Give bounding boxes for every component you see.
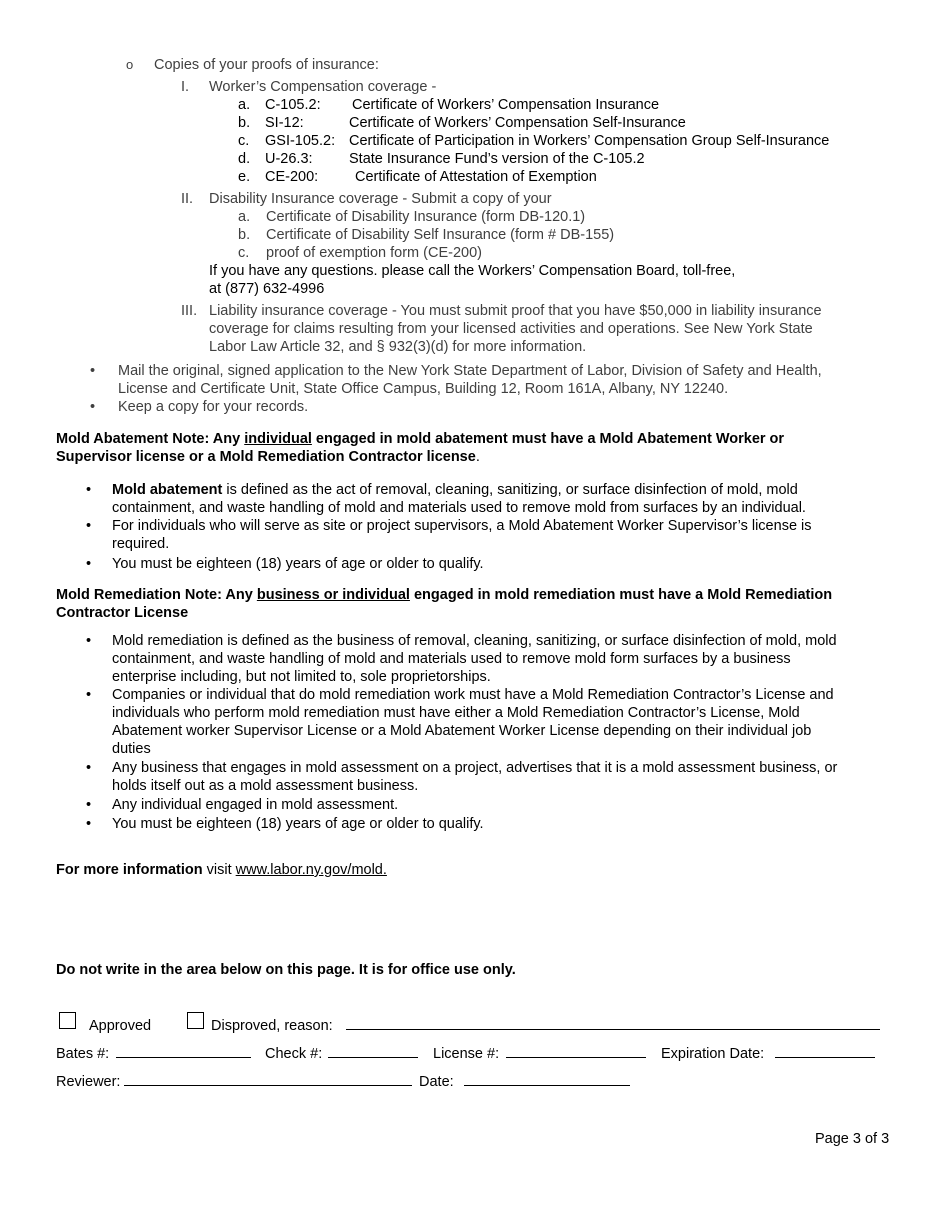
disability-number: II. <box>181 191 194 207</box>
disability-item-letter: a. <box>238 209 251 225</box>
insurance-heading: Copies of your proofs of insurance: <box>154 57 379 73</box>
wc-item-code: CE-200: <box>265 169 319 185</box>
liability-line2: coverage for claims resulting from your licensed activities and operations. See New York State <box>209 321 813 337</box>
wcb-questions-line1: If you have any questions. please call the Workers’ Compensation Board, toll-free, <box>209 263 736 279</box>
remediation-note-underline: business or individual <box>256 587 410 603</box>
abatement-note-underline: individual <box>244 431 312 447</box>
disability-title: Disability Insurance coverage - Submit a copy of your <box>209 191 552 207</box>
abatement-bullet1-line1 <box>112 482 798 498</box>
wc-item-letter: a. <box>238 97 251 113</box>
expiration-line[interactable] <box>775 1057 875 1058</box>
bullet-dot: • <box>86 760 92 776</box>
liability-line3: Labor Law Article 32, and § 932(3)(d) for more information. <box>209 339 587 355</box>
wc-item-desc: Certificate of Attestation of Exemption <box>355 169 597 185</box>
bullet-dot: • <box>86 518 92 534</box>
bullet-dot: • <box>86 633 92 649</box>
abatement-definition-rest: is defined as the act of removal, cleaning, sanitizing, or surface disinfection of mold, mold <box>222 482 798 498</box>
wc-item-code: C-105.2: <box>265 97 321 113</box>
remediation-bullet2-line1: Companies or individual that do mold remediation work must have a Mold Remediation Contractor’s License and <box>112 687 834 703</box>
bullet-dot: • <box>90 363 96 379</box>
remediation-bullet3-line2: holds itself out as a mold assessment business. <box>112 778 419 794</box>
wc-item-code: SI-12: <box>265 115 304 131</box>
remediation-note-a: Mold Remediation Note: Any <box>56 587 257 603</box>
remediation-bullet2-line4: duties <box>112 741 151 757</box>
date-line[interactable] <box>464 1085 630 1086</box>
abatement-bullet3: You must be eighteen (18) years of age or older to qualify. <box>112 556 484 572</box>
reviewer-line[interactable] <box>124 1085 412 1086</box>
abatement-note-line1 <box>56 431 784 447</box>
disability-item-text: Certificate of Disability Self Insurance (form # DB-155) <box>266 227 615 243</box>
remediation-note-b: engaged in mold remediation must have a Mold Remediation <box>409 587 833 603</box>
mail-line2: License and Certificate Unit, State Office Campus, Building 12, Room 161A, Albany, NY 12240. <box>118 381 729 397</box>
abatement-bullet2-line2: required. <box>112 536 170 552</box>
approved-checkbox[interactable] <box>59 1012 76 1029</box>
abatement-note-line2 <box>56 449 480 465</box>
abatement-bullet2-line1: For individuals who will serve as site or project supervisors, a Mold Abatement Worker Supervisor’s license is <box>112 518 812 534</box>
disability-item-text: Certificate of Disability Insurance (form DB-120.1) <box>266 209 586 225</box>
liability-line1: Liability insurance coverage - You must submit proof that you have $50,000 in liability insurance <box>209 303 822 319</box>
remediation-note-line2: Contractor License <box>56 605 189 621</box>
wc-item-letter: d. <box>238 151 251 167</box>
license-line[interactable] <box>506 1057 646 1058</box>
expiration-label: Expiration Date: <box>661 1046 765 1062</box>
abatement-bullet1-line2: containment, and waste handling of mold and materials used to remove mold from surfaces by an individual. <box>112 500 806 516</box>
check-label: Check #: <box>265 1046 323 1062</box>
remediation-bullet1-line3: enterprise including, but not limited to, sole proprietorships. <box>112 669 491 685</box>
wc-item-letter: b. <box>238 115 251 131</box>
bullet-dot: • <box>90 399 96 415</box>
more-info-link[interactable]: www.labor.ny.gov/mold. <box>235 862 387 878</box>
wcb-questions-line2: at (877) 632-4996 <box>209 281 325 297</box>
bates-label: Bates #: <box>56 1046 110 1062</box>
page-number: Page 3 of 3 <box>815 1131 890 1147</box>
keep-copy: Keep a copy for your records. <box>118 399 309 415</box>
more-info-visit: visit <box>202 862 236 878</box>
disproved-checkbox[interactable] <box>187 1012 204 1029</box>
abatement-definition-term: Mold abatement <box>112 482 223 498</box>
abatement-note-b: engaged in mold abatement must have a Mold Abatement Worker or <box>311 431 785 447</box>
abatement-note-period: . <box>475 449 480 465</box>
date-label: Date: <box>419 1074 454 1090</box>
wc-item-desc: Certificate of Participation in Workers’ Compensation Group Self-Insurance <box>349 133 830 149</box>
remediation-bullet4: Any individual engaged in mold assessment. <box>112 797 399 813</box>
more-info-label: For more information <box>56 862 203 878</box>
office-use-warning: Do not write in the area below on this page. It is for office use only. <box>56 962 516 978</box>
reviewer-label: Reviewer: <box>56 1074 121 1090</box>
bates-line[interactable] <box>116 1057 251 1058</box>
remediation-bullet2-line2: individuals who perform mold remediation must have either a Mold Remediation Contractor’s License, Mold <box>112 705 800 721</box>
remediation-bullet1-line2: containment, and waste handling of mold and materials used to remove mold form surfaces by a business <box>112 651 791 667</box>
remediation-bullet5: You must be eighteen (18) years of age or older to qualify. <box>112 816 484 832</box>
wc-item-desc: State Insurance Fund’s version of the C-105.2 <box>349 151 645 167</box>
wc-item-letter: c. <box>238 133 250 149</box>
wc-number: I. <box>181 79 190 95</box>
liability-number: III. <box>181 303 198 319</box>
disability-item-text: proof of exemption form (CE-200) <box>266 245 482 261</box>
wc-item-letter: e. <box>238 169 251 185</box>
mail-line1: Mail the original, signed application to the New York State Department of Labor, Division of Safety and Health, <box>118 363 822 379</box>
wc-item-desc: Certificate of Workers’ Compensation Insurance <box>352 97 660 113</box>
more-info-line <box>56 862 387 878</box>
disability-item-letter: b. <box>238 227 251 243</box>
abatement-note-line2-text: Supervisor license or a Mold Remediation Contractor license <box>56 449 476 465</box>
wc-title: Worker’s Compensation coverage - <box>209 79 437 95</box>
remediation-bullet2-line3: Abatement worker Supervisor License or a Mold Abatement Worker License depending on their individual job <box>112 723 812 739</box>
license-label: License #: <box>433 1046 500 1062</box>
wc-item-code: GSI-105.2: <box>265 133 336 149</box>
bullet-dot: • <box>86 556 92 572</box>
remediation-bullet1-line1: Mold remediation is defined as the business of removal, cleaning, sanitizing, or surface disinfection of mold, mold <box>112 633 837 649</box>
sub-bullet-marker: o <box>126 57 134 72</box>
remediation-note-line1 <box>56 587 832 603</box>
wc-item-desc: Certificate of Workers’ Compensation Self-Insurance <box>349 115 686 131</box>
wc-item-code: U-26.3: <box>265 151 313 167</box>
remediation-bullet3-line1: Any business that engages in mold assessment on a project, advertises that it is a mold assessment business, or <box>112 760 838 776</box>
abatement-note-a: Mold Abatement Note: Any <box>56 431 245 447</box>
disability-item-letter: c. <box>238 245 250 261</box>
bullet-dot: • <box>86 816 92 832</box>
check-line[interactable] <box>328 1057 418 1058</box>
approved-label: Approved <box>89 1018 152 1034</box>
disproved-label: Disproved, reason: <box>211 1018 333 1034</box>
disproved-reason-line[interactable] <box>346 1029 880 1030</box>
bullet-dot: • <box>86 687 92 703</box>
bullet-dot: • <box>86 482 92 498</box>
bullet-dot: • <box>86 797 92 813</box>
